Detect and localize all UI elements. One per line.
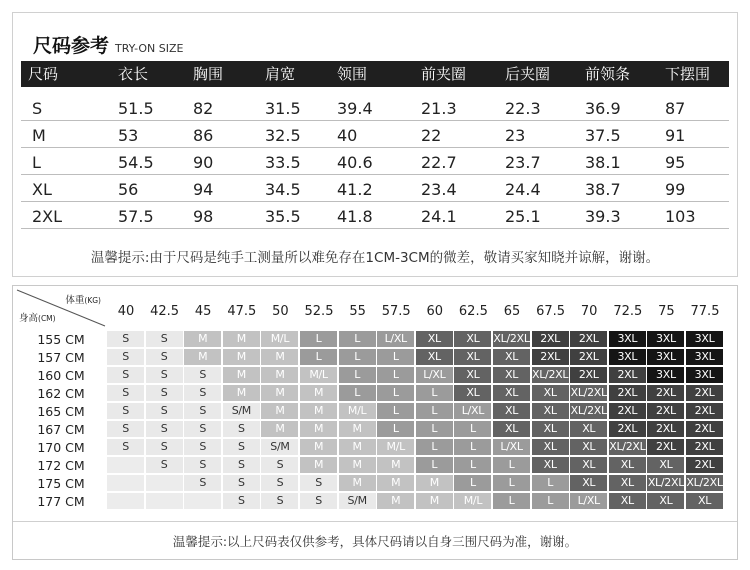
size-cell: XL/2XL [493, 332, 530, 345]
size-cell: M [223, 385, 260, 401]
size-cell: L [339, 367, 376, 383]
height-label: 165 CM [37, 404, 85, 419]
weight-header: 47.5 [227, 304, 257, 319]
size-cell: XL [493, 349, 530, 365]
table-cell: 82 [193, 99, 214, 118]
size-cell: S [184, 439, 221, 455]
size-cell: 2XL [686, 403, 723, 419]
weight-header: 67.5 [536, 304, 566, 319]
height-label: 157 CM [37, 350, 85, 365]
size-cell: XL [570, 475, 607, 491]
table-cell: 99 [665, 180, 686, 199]
height-axis-label [19, 310, 56, 324]
size-cell: S [146, 403, 183, 419]
table-cell: 25.1 [505, 207, 541, 226]
size-cell: L [416, 457, 453, 473]
size-cell: S [146, 421, 183, 437]
size-cell: 2XL [609, 385, 646, 401]
size-cell: XL/2XL [609, 440, 646, 453]
column-header: 尺码 [28, 65, 59, 83]
size-cell: XL [686, 493, 723, 509]
table-cell: 51.5 [118, 99, 154, 118]
height-label: 167 CM [37, 422, 85, 437]
size-cell: 2XL [647, 403, 684, 419]
size-cell: 2XL [647, 439, 684, 455]
size-cell: 2XL [532, 331, 569, 347]
size-cell: L [339, 349, 376, 365]
table-cell: 32.5 [265, 126, 301, 145]
size-cell: M [261, 421, 298, 437]
column-header: 肩宽 [265, 65, 296, 83]
size-cell: L [377, 349, 414, 365]
measurement-note: 温馨提示:由于尺码是纯手工测量所以难免存在1CM-3CM的微差，敬请买家知晓并谅解，谢谢。 [90, 250, 660, 266]
size-cell: XL [532, 439, 569, 455]
size-cell: XL/2XL [686, 476, 723, 489]
weight-header: 70 [580, 304, 598, 319]
size-cell: S/M [261, 439, 298, 455]
size-cell: 2XL [570, 331, 607, 347]
size-cell: XL [609, 475, 646, 491]
size-cell: 3XL [609, 349, 646, 365]
height-weight-panel [12, 285, 738, 560]
size-cell: S [146, 331, 183, 347]
size-cell: L [339, 385, 376, 401]
table-cell: 38.7 [585, 180, 621, 199]
table-cell: 40 [337, 126, 358, 145]
weight-header: 55 [349, 304, 366, 319]
weight-header: 45 [194, 304, 212, 319]
table-cell: 37.5 [585, 126, 621, 145]
size-cell: M [377, 493, 414, 509]
table-cell: 98 [193, 207, 214, 226]
weight-header: 62.5 [458, 304, 488, 319]
size-reference-panel [12, 12, 738, 277]
size-cell: S [107, 439, 144, 455]
table-cell: 53 [118, 126, 139, 145]
size-cell: M [339, 475, 376, 491]
size-cell: S [184, 457, 221, 473]
size-cell: XL [416, 349, 453, 365]
table-cell: 23.7 [505, 153, 541, 172]
table-cell: 23 [505, 126, 526, 145]
table-row [21, 202, 729, 229]
weight-header: 75 [658, 304, 675, 319]
size-cell: L [300, 331, 337, 347]
size-cell: S/M [223, 403, 260, 419]
weight-header: 65 [503, 304, 521, 319]
size-cell [107, 457, 144, 473]
size-cell: XL [493, 367, 530, 383]
page-subtitle: TRY-ON SIZE [115, 42, 184, 55]
height-label: 身高 [19, 313, 39, 324]
size-cell: M [339, 421, 376, 437]
size-cell: S [261, 475, 298, 491]
table-row [21, 94, 729, 121]
size-cell: XL [454, 349, 491, 365]
column-header: 胸围 [193, 65, 224, 83]
size-cell: M [184, 349, 221, 365]
size-grid-note: 温馨提示:以上尺码表仅供参考，具体尺码请以自身三围尺码为准，谢谢。 [172, 534, 578, 549]
size-cell: M [339, 457, 376, 473]
table-cell: XL [32, 180, 52, 199]
table-cell: 94 [193, 180, 214, 199]
size-cell: S [300, 493, 337, 509]
height-label: 160 CM [37, 368, 85, 383]
size-cell: L [377, 421, 414, 437]
size-cell: 2XL [647, 385, 684, 401]
size-cell: M [223, 367, 260, 383]
table-cell: 22 [421, 126, 442, 145]
size-cell: 2XL [609, 367, 646, 383]
table-cell: 39.3 [585, 207, 621, 226]
height-label: 177 CM [37, 494, 85, 509]
size-cell: 3XL [686, 331, 723, 347]
size-cell: S [107, 367, 144, 383]
weight-header: 77.5 [690, 304, 720, 319]
size-cell: L [454, 475, 491, 491]
size-cell: XL [609, 457, 646, 473]
height-label: 155 CM [37, 332, 85, 347]
weight-label: 体重 [65, 295, 85, 306]
size-cell: L/XL [570, 493, 607, 509]
table-cell: 36.9 [585, 99, 621, 118]
size-cell: XL [454, 367, 491, 383]
weight-header: 40 [117, 304, 135, 319]
size-cell: L [454, 421, 491, 437]
size-cell: 3XL [686, 349, 723, 365]
size-cell: XL/2XL [532, 368, 569, 381]
weight-header: 42.5 [150, 304, 180, 319]
size-cell: M [184, 331, 221, 347]
size-cell: M/L [300, 367, 337, 383]
size-cell: S [146, 385, 183, 401]
weight-header: 52.5 [304, 304, 334, 319]
table-cell: 39.4 [337, 99, 373, 118]
size-cell: XL/2XL [570, 386, 607, 399]
size-cell: M [377, 475, 414, 491]
size-cell: M [377, 457, 414, 473]
size-cell: XL [454, 385, 491, 401]
size-cell: M [339, 439, 376, 455]
height-label: 175 CM [37, 476, 85, 491]
column-header: 领围 [337, 65, 368, 83]
weight-header: 57.5 [381, 304, 411, 319]
size-cell: S [146, 457, 183, 473]
table-cell: L [32, 153, 41, 172]
height-label: 162 CM [37, 386, 85, 401]
size-cell: S [223, 493, 260, 509]
size-cell: 2XL [532, 349, 569, 365]
table-row [21, 121, 729, 148]
size-cell: M [261, 403, 298, 419]
size-cell: L [493, 493, 530, 509]
size-cell: M [223, 349, 260, 365]
size-cell: XL [416, 331, 453, 347]
table-cell: 35.5 [265, 207, 301, 226]
size-cell: M [300, 421, 337, 437]
column-header: 衣长 [118, 65, 149, 83]
size-cell [146, 493, 183, 509]
height-unit: (CM) [38, 314, 56, 323]
size-cell: 2XL [609, 403, 646, 419]
size-cell: XL [532, 403, 569, 419]
table-cell: 40.6 [337, 153, 373, 172]
height-label: 170 CM [37, 440, 85, 455]
measurement-table-header [21, 61, 729, 87]
size-cell: M/L [339, 403, 376, 419]
weight-unit: (KG) [84, 296, 101, 305]
size-cell: S [146, 367, 183, 383]
size-cell: XL [609, 493, 646, 509]
size-cell: 3XL [647, 367, 684, 383]
size-cell: XL/2XL [570, 404, 607, 417]
table-cell: 33.5 [265, 153, 301, 172]
size-cell: S [146, 349, 183, 365]
size-cell [184, 493, 221, 509]
table-cell: 87 [665, 99, 686, 118]
size-cell: M [300, 385, 337, 401]
size-cell: 3XL [647, 349, 684, 365]
size-cell: M/L [377, 439, 414, 455]
size-cell: L [454, 457, 491, 473]
size-cell [146, 475, 183, 491]
size-cell: 2XL [686, 421, 723, 437]
table-cell: 2XL [32, 207, 63, 226]
size-cell: M [223, 331, 260, 347]
table-cell: 57.5 [118, 207, 154, 226]
column-header: 后夹圈 [505, 65, 551, 83]
weight-header: 72.5 [613, 304, 643, 319]
size-cell: 2XL [686, 457, 723, 473]
size-cell: L [532, 493, 569, 509]
table-cell: S [32, 99, 43, 118]
size-cell: L [416, 421, 453, 437]
size-cell: S [300, 475, 337, 491]
size-cell: XL [570, 457, 607, 473]
size-cell: L [454, 439, 491, 455]
table-cell: 95 [665, 153, 686, 172]
size-cell: S/M [339, 493, 376, 509]
size-cell: L/XL [493, 439, 530, 455]
table-cell: 90 [193, 153, 214, 172]
size-cell: L/XL [416, 367, 453, 383]
size-cell: S [107, 385, 144, 401]
size-cell: S [184, 403, 221, 419]
size-cell: S [223, 421, 260, 437]
table-cell: 86 [193, 126, 214, 145]
page-title: 尺码参考 [33, 35, 110, 57]
table-cell: 24.1 [421, 207, 457, 226]
size-cell: M [261, 367, 298, 383]
size-cell: S [223, 475, 260, 491]
table-cell: 103 [665, 207, 696, 226]
size-cell: M [300, 439, 337, 455]
table-cell: 24.4 [505, 180, 541, 199]
height-label: 172 CM [37, 458, 85, 473]
title-row [33, 31, 183, 58]
size-cell: L [377, 403, 414, 419]
size-cell: XL [647, 457, 684, 473]
size-cell [107, 493, 144, 509]
note-divider [13, 521, 737, 522]
table-cell: 23.4 [421, 180, 457, 199]
size-cell: M [261, 385, 298, 401]
table-cell: 41.8 [337, 207, 373, 226]
size-cell: S [107, 403, 144, 419]
size-cell: M/L [454, 493, 491, 509]
size-cell: XL [493, 403, 530, 419]
size-cell: L [532, 475, 569, 491]
size-cell: 2XL [686, 385, 723, 401]
size-cell: S [223, 439, 260, 455]
weight-header: 50 [272, 304, 289, 319]
size-cell: 2XL [686, 439, 723, 455]
size-cell: S [107, 349, 144, 365]
size-cell: L [339, 331, 376, 347]
table-row [21, 175, 729, 202]
weight-axis-label [65, 292, 101, 306]
size-cell: S [107, 331, 144, 347]
size-cell: L [416, 403, 453, 419]
table-cell: 22.3 [505, 99, 541, 118]
size-cell: XL [570, 421, 607, 437]
size-cell: S [184, 367, 221, 383]
table-cell: M [32, 126, 46, 145]
size-cell: XL [647, 493, 684, 509]
size-cell: XL [570, 439, 607, 455]
size-cell: XL [532, 457, 569, 473]
size-cell: M [416, 493, 453, 509]
size-cell: XL [454, 331, 491, 347]
table-cell: 91 [665, 126, 686, 145]
size-cell: 3XL [686, 367, 723, 383]
size-cell: L [377, 385, 414, 401]
size-cell: 2XL [570, 367, 607, 383]
size-cell: XL [532, 385, 569, 401]
size-cell: 2XL [609, 421, 646, 437]
size-cell: S [261, 457, 298, 473]
table-cell: 41.2 [337, 180, 373, 199]
column-header: 下摆围 [665, 65, 711, 83]
table-cell: 38.1 [585, 153, 621, 172]
size-cell: S [184, 385, 221, 401]
size-cell: M [300, 403, 337, 419]
table-cell: 21.3 [421, 99, 457, 118]
size-cell: L [300, 349, 337, 365]
size-cell: M [300, 457, 337, 473]
size-cell: S [107, 421, 144, 437]
size-cell: S [184, 475, 221, 491]
size-cell: XL [493, 421, 530, 437]
table-cell: 56 [118, 180, 139, 199]
column-header: 前夹圈 [421, 65, 467, 83]
table-row [21, 148, 729, 175]
size-cell: L [377, 367, 414, 383]
column-header: 前领条 [585, 65, 631, 83]
size-cell: S [184, 421, 221, 437]
table-corner-cell [15, 288, 107, 328]
size-cell: XL [532, 421, 569, 437]
size-cell: L [416, 439, 453, 455]
size-cell: 2XL [647, 421, 684, 437]
size-cell: L [493, 475, 530, 491]
size-cell: L/XL [454, 403, 491, 419]
weight-header: 60 [426, 304, 444, 319]
size-cell: L [493, 457, 530, 473]
size-cell: L/XL [377, 331, 414, 347]
size-cell: 2XL [570, 349, 607, 365]
size-cell: S [223, 457, 260, 473]
table-cell: 34.5 [265, 180, 301, 199]
size-cell: XL/2XL [647, 476, 685, 489]
size-cell [107, 475, 144, 491]
size-cell: S [261, 493, 298, 509]
size-cell: M/L [261, 331, 298, 347]
table-cell: 54.5 [118, 153, 154, 172]
table-cell: 31.5 [265, 99, 301, 118]
table-cell: 22.7 [421, 153, 457, 172]
size-cell: L [416, 385, 453, 401]
size-cell: M [416, 475, 453, 491]
size-cell: XL [493, 385, 530, 401]
size-cell: M [261, 349, 298, 365]
size-cell: 3XL [647, 331, 684, 347]
size-cell: 3XL [609, 331, 646, 347]
size-cell: S [146, 439, 183, 455]
